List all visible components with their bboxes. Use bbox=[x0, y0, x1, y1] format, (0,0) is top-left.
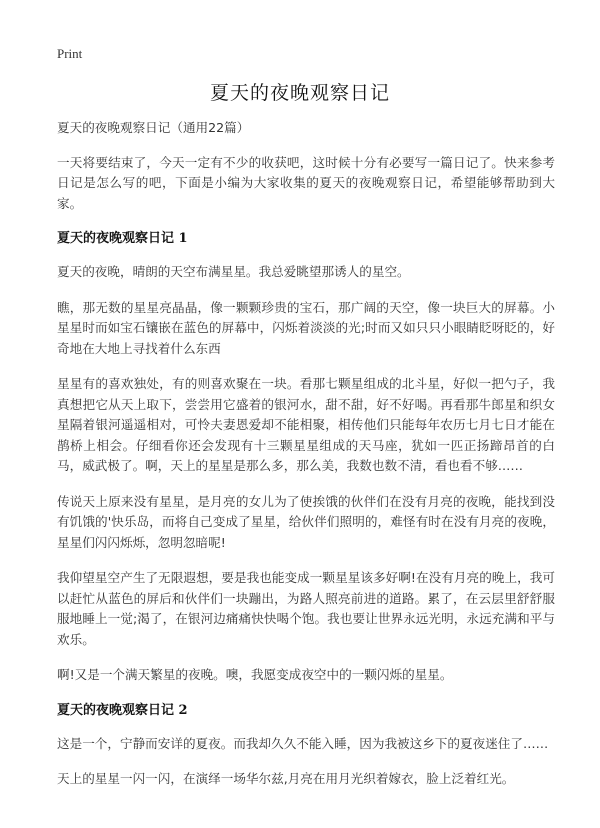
section-2-paragraph: 这是一个，宁静而安详的夏夜。而我却久久不能入睡，因为我被这乡下的夏夜迷住了…… bbox=[57, 735, 549, 751]
page-title: 夏天的夜晚观察日记 bbox=[209, 82, 390, 104]
section-heading-1: 夏天的夜晚观察日记 1 bbox=[57, 231, 188, 246]
section-1-paragraph: 传说天上原来没有星星，是月亮的女儿为了使挨饿的伙伴们在没有月亮的夜晚，能找到没有饥饿的'快乐岛，而将自己变成了星星，给伙伴们照明的，难怪有时在没有月亮的夜晚，星星们闪闪烁烁，忽明忽暗呢! bbox=[57, 493, 555, 550]
section-2-paragraph: 天上的星星一闪一闪，在演绎一场华尔兹,月亮在用月光织着嫁衣，脸上泛着红光。 bbox=[57, 771, 515, 786]
document-subtitle: 夏天的夜晚观察日记（通用22篇） bbox=[57, 120, 250, 135]
section-1-paragraph: 啊!又是一个满天繁星的夜晚。噢，我愿变成夜空中的一颗闪烁的星星。 bbox=[57, 667, 453, 682]
print-label[interactable]: Print bbox=[57, 46, 83, 61]
section-1-paragraph: 夏天的夜晚，晴朗的天空布满星星。我总爱眺望那诱人的星空。 bbox=[57, 264, 410, 279]
section-1-paragraph: 我仰望星空产生了无限遐想，要是我也能变成一颗星星该多好啊!在没有月亮的晚上，我可以赶忙从蓝色的屏后和伙伴们一块蹦出，为路人照亮前进的道路。累了，在云层里舒舒服服地睡上一觉;渴了，在银河边痛痛快快喝个饱。我也要让世界永远光明，永远充满和平与欢乐。 bbox=[57, 570, 555, 647]
document-body bbox=[57, 118, 555, 805]
section-1-paragraph: 星星有的喜欢独处，有的则喜欢聚在一块。看那七颗星组成的北斗星，好似一把勺子，我真想把它从天上取下，尝尝用它盛着的银河水，甜不甜，好不好喝。再看那牛郎星和织女星隔着银河遥遥相对，可怜夫妻恩爱却不能相聚，相传他们只能每年农历七月七日才能在鹊桥上相会。仔细看你还会发现有十三颗星星组成的天马座，犹如一匹正扬蹄昂首的白马，威武极了。啊，天上的星星是那么多，那么美，我数也数不清，看也看不够…… bbox=[57, 376, 555, 473]
section-1-paragraph: 瞧，那无数的星星亮晶晶，像一颗颗珍贵的宝石，那广阔的天空，像一块巨大的屏幕。小星星时而如宝石镶嵌在蓝色的屏幕中，闪烁着淡淡的光;时而又如只只小眼睛眨呀眨的，好奇地在大地上寻找着什么东西 bbox=[57, 299, 555, 356]
intro-paragraph: 一天将要结束了，今天一定有不少的收获吧，这时候十分有必要写一篇日记了。快来参考日记是怎么写的吧，下面是小编为大家收集的夏天的夜晚观察日记，希望能够帮助到大家。 bbox=[57, 154, 555, 211]
section-heading-2: 夏天的夜晚观察日记 2 bbox=[57, 702, 188, 718]
